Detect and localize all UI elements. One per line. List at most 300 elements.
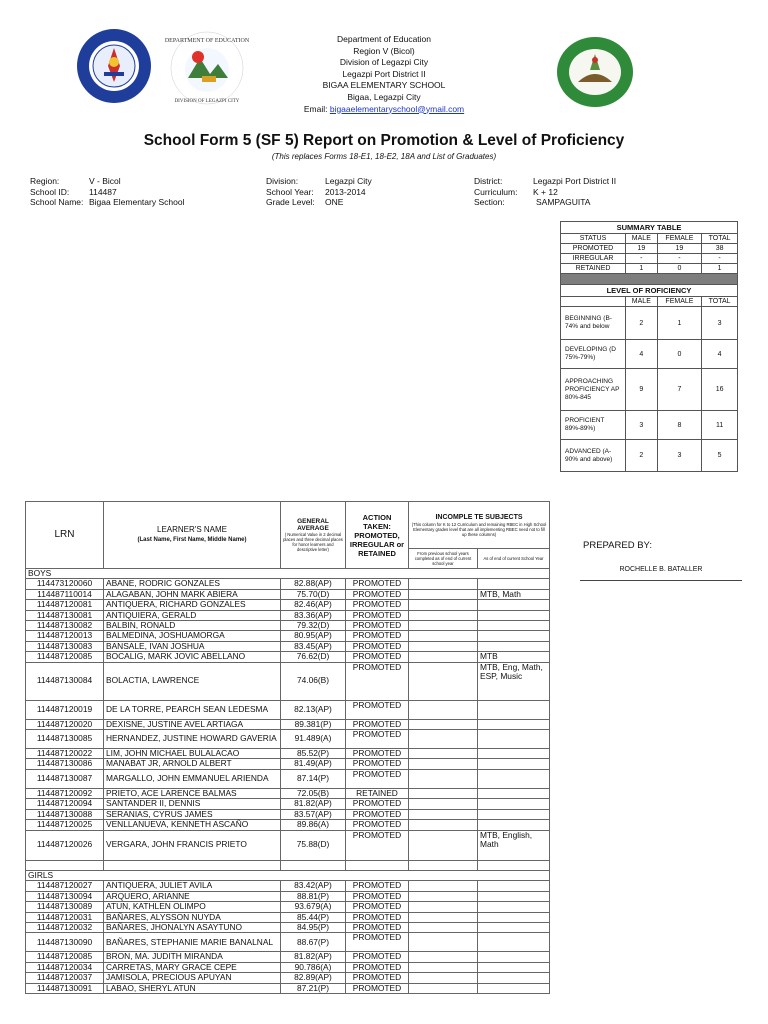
learner-action: PROMOTED	[346, 983, 409, 993]
learner-name: ATUN, KATHLEN OLIMPO	[104, 902, 281, 912]
learner-incomplete-prev	[409, 983, 478, 993]
learner-lrn: 114487120085	[26, 652, 104, 662]
learner-lrn: 114487120034	[26, 962, 104, 972]
learner-lrn: 114487120013	[26, 631, 104, 641]
learner-lrn: 114487130086	[26, 759, 104, 769]
header-dept: Department of Education	[336, 34, 432, 44]
learner-lrn: 114487120031	[26, 912, 104, 922]
learner-lrn: 114487130085	[26, 730, 104, 749]
learner-name: BANSALE, IVAN JOSHUA	[104, 641, 281, 651]
learner-incomplete-prev	[409, 700, 478, 719]
learner-action: PROMOTED	[346, 621, 409, 631]
learner-average: 82.46(AP)	[281, 600, 346, 610]
header-incomplete-sub: (This column for K to 12 Curriculum and remaining RBEC in High School Elementary grades level that are all implementing RBEC need not to fill up these columns)	[411, 522, 547, 538]
learner-row	[26, 891, 550, 901]
learner-incomplete-prev	[409, 730, 478, 749]
empty-cell	[26, 860, 104, 870]
level-cell: 3	[626, 411, 658, 440]
learner-average: 74.06(B)	[281, 662, 346, 700]
learner-incomplete-current: MTB, English, Math	[478, 830, 550, 860]
summary-cell: 19	[626, 244, 658, 254]
learner-name: PRIETO, ACE LARENCE BALMAS	[104, 788, 281, 798]
learner-action: PROMOTED	[346, 589, 409, 599]
learner-average: 83.57(AP)	[281, 809, 346, 819]
district-value: Legazpi Port District II	[533, 176, 617, 186]
learner-incomplete-current	[478, 962, 550, 972]
learner-incomplete-prev	[409, 621, 478, 631]
learner-incomplete-current	[478, 579, 550, 589]
learner-action: PROMOTED	[346, 809, 409, 819]
learner-row	[26, 652, 550, 662]
school-id-value: 114487	[89, 186, 117, 197]
level-label: BEGINNING (B-74% and below	[561, 307, 626, 340]
level-cell: 4	[626, 340, 658, 369]
learner-incomplete-prev	[409, 933, 478, 952]
learner-name: BAÑARES, ALYSSON NUYDA	[104, 912, 281, 922]
region-label: Region:	[30, 176, 60, 186]
learner-row	[26, 579, 550, 589]
header-address: Bigaa, Legazpi City	[347, 91, 421, 102]
empty-cell	[409, 860, 478, 870]
learner-incomplete-current	[478, 730, 550, 749]
learner-incomplete-prev	[409, 922, 478, 932]
learner-lrn: 114487120081	[26, 600, 104, 610]
grade-label: Grade Level:	[266, 197, 315, 207]
learner-lrn: 114473120060	[26, 579, 104, 589]
seal-bottom-text: DIVISION OF LEGAZPI CITY	[174, 99, 240, 104]
learner-average: 83.42(AP)	[281, 881, 346, 891]
learner-lrn: 114487130088	[26, 809, 104, 819]
learner-incomplete-prev	[409, 719, 478, 729]
learner-name: ANTIQUIERA, GERALD	[104, 610, 281, 620]
learner-name: BOLACTIA, LAWRENCE	[104, 662, 281, 700]
learner-lrn: 114487130081	[26, 610, 104, 620]
curriculum-value: K + 12	[533, 186, 558, 197]
learner-lrn: 114487130087	[26, 769, 104, 788]
learner-incomplete-current: MTB, Math	[478, 589, 550, 599]
prepared-by-label: PREPARED BY:	[583, 540, 652, 551]
school-name-value: Bigaa Elementary School	[89, 197, 185, 207]
learner-action: PROMOTED	[346, 933, 409, 952]
learner-name: BALMEDINA, JOSHUAMORGA	[104, 631, 281, 641]
learner-row	[26, 809, 550, 819]
learner-incomplete-current	[478, 769, 550, 788]
learner-row	[26, 788, 550, 798]
page-subtitle: (This replaces Forms 18-E1, 18-E2, 18A and List of Graduates)	[271, 152, 497, 161]
summary-divider	[561, 274, 738, 285]
learner-incomplete-prev	[409, 799, 478, 809]
learner-average: 89.86(A)	[281, 820, 346, 830]
header-current-year: As of end of current School Year	[478, 549, 550, 569]
summary-cell: -	[702, 254, 738, 264]
learner-row	[26, 589, 550, 599]
learner-lrn: 114487120020	[26, 719, 104, 729]
learner-incomplete-current	[478, 983, 550, 993]
learner-action: PROMOTED	[346, 579, 409, 589]
learner-incomplete-current	[478, 912, 550, 922]
header-name-sub: (Last Name, First Name, Middle Name)	[137, 537, 247, 543]
learner-action: PROMOTED	[346, 652, 409, 662]
summary-title: SUMMARY TABLE	[561, 222, 738, 234]
level-label: APPROACHING PROFICIENCY AP 80%-845	[561, 369, 626, 411]
learner-lrn: 114487130084	[26, 662, 104, 700]
learner-average: 79.32(D)	[281, 621, 346, 631]
grade-value: ONE	[325, 197, 344, 207]
learner-average: 87.14(P)	[281, 769, 346, 788]
summary-cell: 1	[702, 264, 738, 274]
learner-incomplete-current	[478, 809, 550, 819]
summary-cell: PROMOTED	[561, 244, 626, 254]
learner-name: LIM, JOHN MICHAEL BULALACAO	[104, 749, 281, 759]
learner-lrn: 114487130094	[26, 891, 104, 901]
learner-action: PROMOTED	[346, 749, 409, 759]
level-cell: 1	[657, 307, 702, 340]
learner-incomplete-current	[478, 973, 550, 983]
learner-row	[26, 662, 550, 700]
signature-line	[580, 580, 742, 581]
preparer-name: ROCHELLE B. BATALLER	[619, 566, 703, 573]
learner-row	[26, 631, 550, 641]
learner-name: ALAGABAN, JOHN MARK ABIERA	[104, 589, 281, 599]
school-year-value: 2013-2014	[325, 186, 366, 197]
district-label: District:	[474, 176, 503, 186]
learner-action: PROMOTED	[346, 610, 409, 620]
learner-name: BOCALIG, MARK JOVIC ABELLANO	[104, 652, 281, 662]
school-header	[234, 34, 534, 115]
section-value: SAMPAGUITA	[536, 197, 591, 207]
boys-section	[26, 569, 550, 579]
learner-incomplete-prev	[409, 759, 478, 769]
division-value: Legazpi City	[325, 176, 372, 186]
spacer-row	[26, 860, 550, 870]
learner-action: PROMOTED	[346, 962, 409, 972]
learner-incomplete-current: MTB	[478, 652, 550, 662]
learner-name: HERNANDEZ, JUSTINE HOWARD GAVERIA	[104, 730, 281, 749]
header-name	[104, 502, 281, 569]
learner-average: 82.88(AP)	[281, 579, 346, 589]
learner-average: 93.679(A)	[281, 902, 346, 912]
learner-incomplete-current	[478, 799, 550, 809]
header-prev-years: From previous school years completed as of end of current school year	[409, 549, 478, 569]
learner-incomplete-prev	[409, 912, 478, 922]
learner-average: 75.88(D)	[281, 830, 346, 860]
learner-incomplete-prev	[409, 631, 478, 641]
learner-row	[26, 621, 550, 631]
learner-incomplete-prev	[409, 589, 478, 599]
learner-row	[26, 983, 550, 993]
learner-row	[26, 600, 550, 610]
learner-action: PROMOTED	[346, 820, 409, 830]
summary-cell: 1	[626, 264, 658, 274]
learner-lrn: 114487120027	[26, 881, 104, 891]
level-col: FEMALE	[657, 297, 702, 307]
level-cell: 2	[626, 307, 658, 340]
learner-average: 75.70(D)	[281, 589, 346, 599]
learner-lrn: 114487120025	[26, 820, 104, 830]
learner-name: MANABAT JR, ARNOLD ALBERT	[104, 759, 281, 769]
learner-average: 72.05(B)	[281, 788, 346, 798]
learner-incomplete-prev	[409, 952, 478, 962]
learner-average: 87.21(P)	[281, 983, 346, 993]
learner-name: ANTIQUERA, RICHARD GONZALES	[104, 600, 281, 610]
learner-incomplete-prev	[409, 902, 478, 912]
learner-average: 81.82(AP)	[281, 799, 346, 809]
learner-name: DE LA TORRE, PEARCH SEAN LEDESMA	[104, 700, 281, 719]
learner-lrn: 114487130089	[26, 902, 104, 912]
learner-incomplete-prev	[409, 809, 478, 819]
learner-average: 85.44(P)	[281, 912, 346, 922]
school-info	[0, 176, 768, 210]
email-link[interactable]: bigaaelementaryschool@ymail.com	[329, 103, 465, 114]
learner-row	[26, 749, 550, 759]
seal-top-text: DEPARTMENT OF EDUCATION	[164, 38, 250, 44]
learner-incomplete-current: MTB, Eng, Math, ESP, Music	[478, 662, 550, 700]
boys-group-row	[26, 569, 550, 579]
learner-action: PROMOTED	[346, 902, 409, 912]
learner-row	[26, 641, 550, 651]
header-incomplete	[409, 502, 550, 549]
learner-name: SANTANDER II, DENNIS	[104, 799, 281, 809]
learner-average: 89.381(P)	[281, 719, 346, 729]
level-cell: 8	[657, 411, 702, 440]
learner-incomplete-current	[478, 749, 550, 759]
summary-col: STATUS	[561, 234, 626, 244]
header-average-sub: ( Numerical Value in 2 decimal places and three decimal places for honor learners and descriptive letter)	[283, 532, 343, 552]
learner-incomplete-prev	[409, 962, 478, 972]
level-cell: 3	[657, 440, 702, 472]
learner-name: MARGALLO, JOHN EMMANUEL ARIENDA	[104, 769, 281, 788]
learner-row	[26, 700, 550, 719]
learner-row	[26, 922, 550, 932]
learner-incomplete-current	[478, 759, 550, 769]
learner-incomplete-current	[478, 891, 550, 901]
header-division: Division of Legazpi City	[339, 57, 429, 68]
learner-action: PROMOTED	[346, 769, 409, 788]
learner-incomplete-current	[478, 788, 550, 798]
school-year-label: School Year:	[266, 186, 314, 197]
level-col: MALE	[626, 297, 658, 307]
learner-average: 84.95(P)	[281, 922, 346, 932]
empty-cell	[104, 860, 281, 870]
learner-name: VENLLANUEVA, KENNETH ASCAÑO	[104, 820, 281, 830]
summary-col: MALE	[626, 234, 658, 244]
learner-incomplete-current	[478, 952, 550, 962]
level-col	[561, 297, 626, 307]
learner-incomplete-current	[478, 933, 550, 952]
learner-average: 88.67(P)	[281, 933, 346, 952]
learner-lrn: 114487130091	[26, 983, 104, 993]
learner-name: LABAO, SHERYL ATUN	[104, 983, 281, 993]
header-email-row	[234, 104, 534, 116]
learner-incomplete-current	[478, 881, 550, 891]
deped-seal-logo	[76, 28, 152, 104]
learner-name: ANTIQUERA, JULIET AVILA	[104, 881, 281, 891]
learner-incomplete-prev	[409, 891, 478, 901]
summary-cell: 0	[657, 264, 702, 274]
learner-lrn: 114487110014	[26, 589, 104, 599]
level-cell: 11	[702, 411, 738, 440]
learner-incomplete-prev	[409, 600, 478, 610]
learner-lrn: 114487120094	[26, 799, 104, 809]
section-label: Section:	[474, 197, 505, 207]
learner-action: PROMOTED	[346, 730, 409, 749]
learner-incomplete-current	[478, 610, 550, 620]
learners-table	[25, 501, 550, 994]
girls-rows	[26, 881, 550, 994]
curriculum-label: Curriculum:	[474, 186, 518, 197]
learner-action: PROMOTED	[346, 662, 409, 700]
school-name-label: School Name:	[30, 197, 84, 207]
summary-cell: -	[657, 254, 702, 264]
learner-lrn: 114487120085	[26, 952, 104, 962]
learner-incomplete-current	[478, 631, 550, 641]
learner-incomplete-current	[478, 902, 550, 912]
level-cell: 3	[702, 307, 738, 340]
learner-incomplete-prev	[409, 610, 478, 620]
girls-group-row	[26, 870, 550, 880]
learner-row	[26, 933, 550, 952]
learner-action: RETAINED	[346, 788, 409, 798]
learner-lrn: 114487130090	[26, 933, 104, 952]
spacer-section	[26, 860, 550, 881]
empty-cell	[478, 860, 550, 870]
division-label: Division:	[266, 176, 299, 186]
learner-average: 90.786(A)	[281, 962, 346, 972]
learner-incomplete-current	[478, 820, 550, 830]
summary-table	[560, 221, 738, 472]
learner-action: PROMOTED	[346, 719, 409, 729]
learner-action: PROMOTED	[346, 881, 409, 891]
summary-col: FEMALE	[657, 234, 702, 244]
boys-rows	[26, 579, 550, 860]
level-cell: 16	[702, 369, 738, 411]
division-seal-logo	[164, 30, 250, 106]
level-title: LEVEL OF ROFICIENCY	[561, 285, 738, 297]
learner-name: BAÑARES, STEPHANIE MARIE BANALNAL	[104, 933, 281, 952]
learner-action: PROMOTED	[346, 759, 409, 769]
boys-label: BOYS	[26, 569, 550, 579]
learner-lrn: 114487120022	[26, 749, 104, 759]
learner-action: PROMOTED	[346, 631, 409, 641]
learner-incomplete-current	[478, 922, 550, 932]
header-incomplete-main: INCOMPLE TE SUBJECTS	[435, 513, 523, 521]
learner-average: 82.89(AP)	[281, 973, 346, 983]
learner-row	[26, 759, 550, 769]
learner-incomplete-prev	[409, 749, 478, 759]
learner-row	[26, 902, 550, 912]
level-cell: 4	[702, 340, 738, 369]
learner-row	[26, 799, 550, 809]
summary-cell: 38	[702, 244, 738, 254]
region-value: V - Bicol	[89, 176, 121, 186]
learner-row	[26, 881, 550, 891]
learner-action: PROMOTED	[346, 830, 409, 860]
learner-average: 81.82(AP)	[281, 952, 346, 962]
header-name-main: LEARNER'S NAME	[157, 524, 227, 534]
learner-incomplete-prev	[409, 652, 478, 662]
learner-average: 91.489(A)	[281, 730, 346, 749]
learner-action: PROMOTED	[346, 600, 409, 610]
learner-incomplete-current	[478, 621, 550, 631]
learner-name: BAÑARES, JHONALYN ASAYTUNO	[104, 922, 281, 932]
learner-incomplete-prev	[409, 662, 478, 700]
learner-average: 83.36(AP)	[281, 610, 346, 620]
header-school: BIGAA ELEMENTARY SCHOOL	[322, 80, 446, 91]
header-region: Region V (Bicol)	[353, 45, 415, 56]
learner-incomplete-prev	[409, 641, 478, 651]
learner-lrn: 114487120092	[26, 788, 104, 798]
learner-average: 83.45(AP)	[281, 641, 346, 651]
learner-incomplete-current	[478, 600, 550, 610]
level-cell: 5	[702, 440, 738, 472]
learner-action: PROMOTED	[346, 891, 409, 901]
level-cell: 9	[626, 369, 658, 411]
learner-lrn: 114487120026	[26, 830, 104, 860]
learner-incomplete-prev	[409, 579, 478, 589]
level-label: ADVANCED (A-90% and above)	[561, 440, 626, 472]
learner-lrn: 114487130083	[26, 641, 104, 651]
learner-action: PROMOTED	[346, 641, 409, 651]
school-seal-logo	[556, 36, 634, 108]
learner-average: 88.81(P)	[281, 891, 346, 901]
learner-incomplete-current	[478, 719, 550, 729]
learner-action: PROMOTED	[346, 952, 409, 962]
header-average-main: GENERAL AVERAGE	[297, 518, 329, 532]
learner-name: SERANIAS, CYRUS JAMES	[104, 809, 281, 819]
learner-average: 82.13(AP)	[281, 700, 346, 719]
learner-action: PROMOTED	[346, 799, 409, 809]
learner-average: 81.49(AP)	[281, 759, 346, 769]
learner-incomplete-current	[478, 641, 550, 651]
learner-row	[26, 912, 550, 922]
email-label: Email:	[303, 103, 328, 114]
level-cell: 2	[626, 440, 658, 472]
learner-row	[26, 830, 550, 860]
learner-incomplete-prev	[409, 881, 478, 891]
header-average	[281, 502, 346, 569]
learner-name: ARQUERO, ARIANNE	[104, 891, 281, 901]
learner-lrn: 114487130082	[26, 621, 104, 631]
empty-cell	[281, 860, 346, 870]
summary-cell: -	[626, 254, 658, 264]
level-cell: 0	[657, 340, 702, 369]
learner-action: PROMOTED	[346, 912, 409, 922]
girls-label: GIRLS	[26, 870, 550, 880]
summary-cell: 19	[657, 244, 702, 254]
learner-name: BALBIN, RONALD	[104, 621, 281, 631]
empty-cell	[346, 860, 409, 870]
learner-average: 76.62(D)	[281, 652, 346, 662]
level-label: DEVELOPING (D 75%-79%)	[561, 340, 626, 369]
summary-cell: IRREGULAR	[561, 254, 626, 264]
level-cell: 7	[657, 369, 702, 411]
learner-name: VERGARA, JOHN FRANCIS PRIETO	[104, 830, 281, 860]
level-label: PROFICIENT 89%-89%)	[561, 411, 626, 440]
learner-name: JAMISOLA, PRECIOUS APUYAN	[104, 973, 281, 983]
level-col: TOTAL	[702, 297, 738, 307]
learner-average: 85.52(P)	[281, 749, 346, 759]
summary-col: TOTAL	[702, 234, 738, 244]
learner-lrn: 114487120037	[26, 973, 104, 983]
learner-incomplete-prev	[409, 788, 478, 798]
header-action: ACTION TAKEN: PROMOTED, IRREGULAR or RETAINED	[346, 502, 409, 569]
learner-row	[26, 820, 550, 830]
learner-row	[26, 769, 550, 788]
learner-action: PROMOTED	[346, 700, 409, 719]
learner-incomplete-prev	[409, 830, 478, 860]
learner-row	[26, 730, 550, 749]
learner-lrn: 114487120019	[26, 700, 104, 719]
